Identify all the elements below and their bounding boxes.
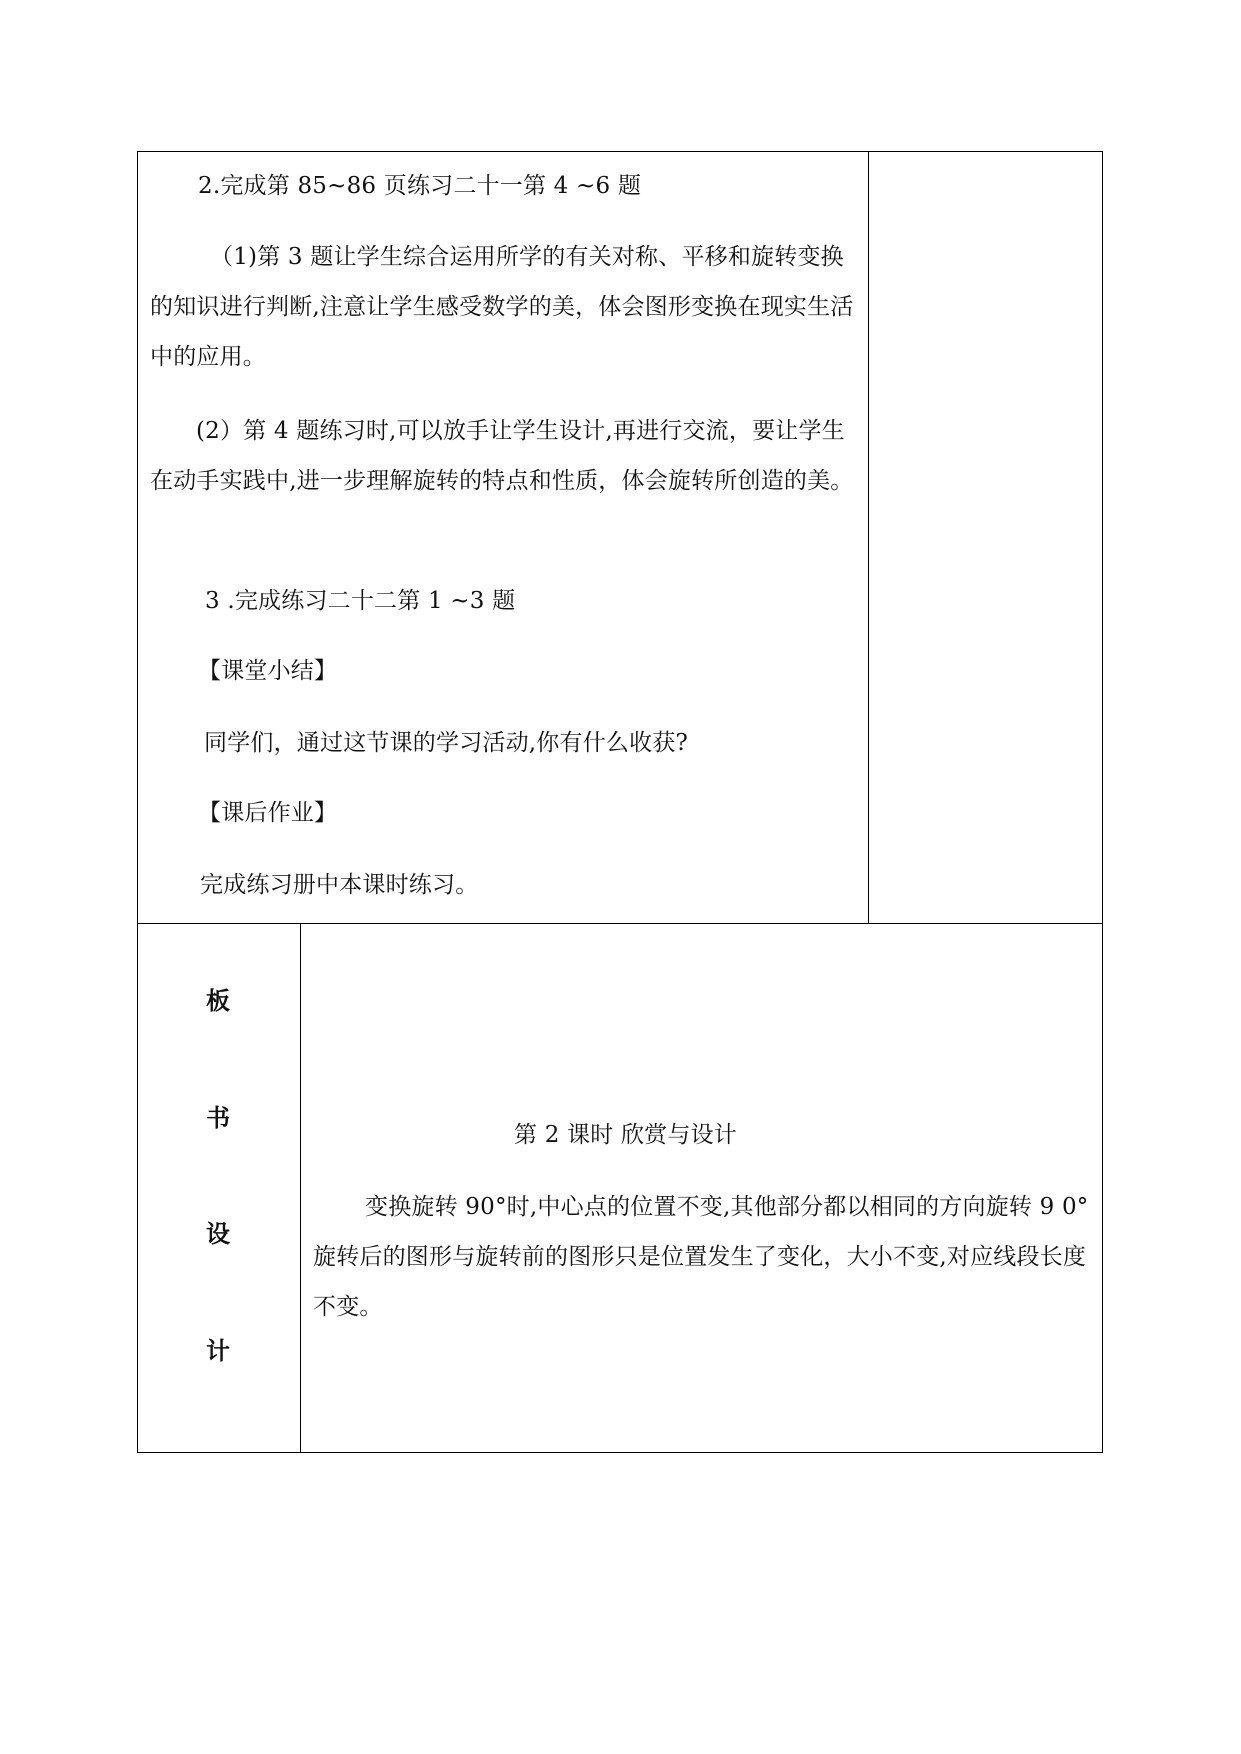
board-label-char-4: 计 [206,1336,230,1365]
table-middle-border [137,923,1103,924]
item2-title: 2.完成第 85~86 页练习二十一第 4 ~6 题 [198,173,642,199]
table-top-border [137,151,1103,152]
board-content: 变换旋转 90°时,中心点的位置不变,其他部分都以相同的方向旋转 9 0°旋转后的图形与旋转前的图形只是位置发生了变化，大小不变,对应线段长度不变。 [313,1194,1089,1320]
summary-heading: 【课堂小结】 [198,658,338,684]
board-label-char-1: 板 [206,986,230,1015]
note1-paragraph: （1)第 3 题让学生综合运用所学的有关对称、平移和旋转变换的知识进行判断,注意让学生感受数学的美，体会图形变换在现实生活中的应用。 [150,244,854,370]
board-title: 第 2 课时 欣赏与设计 [514,1122,737,1148]
homework-text: 完成练习册中本课时练习。 [200,872,479,898]
table-right-border [1102,151,1103,1453]
board-label-char-3: 设 [206,1219,230,1248]
summary-text: 同学们，通过这节课的学习活动,你有什么收获? [204,730,689,756]
board-label-char-2: 书 [206,1103,230,1132]
board-cell-divider [300,923,301,1453]
note2-paragraph: (2）第 4 题练习时,可以放手让学生设计,再进行交流，要让学生在动手实践中,进一步理解旋转的特点和性质，体会旋转所创造的美。 [150,418,854,494]
item3-title: 3 .完成练习二十二第 1 ~3 题 [205,588,516,614]
top-cell-divider [868,151,869,924]
homework-heading: 【课后作业】 [198,800,338,826]
table-bottom-border [137,1452,1103,1453]
table-left-border [137,151,138,1453]
